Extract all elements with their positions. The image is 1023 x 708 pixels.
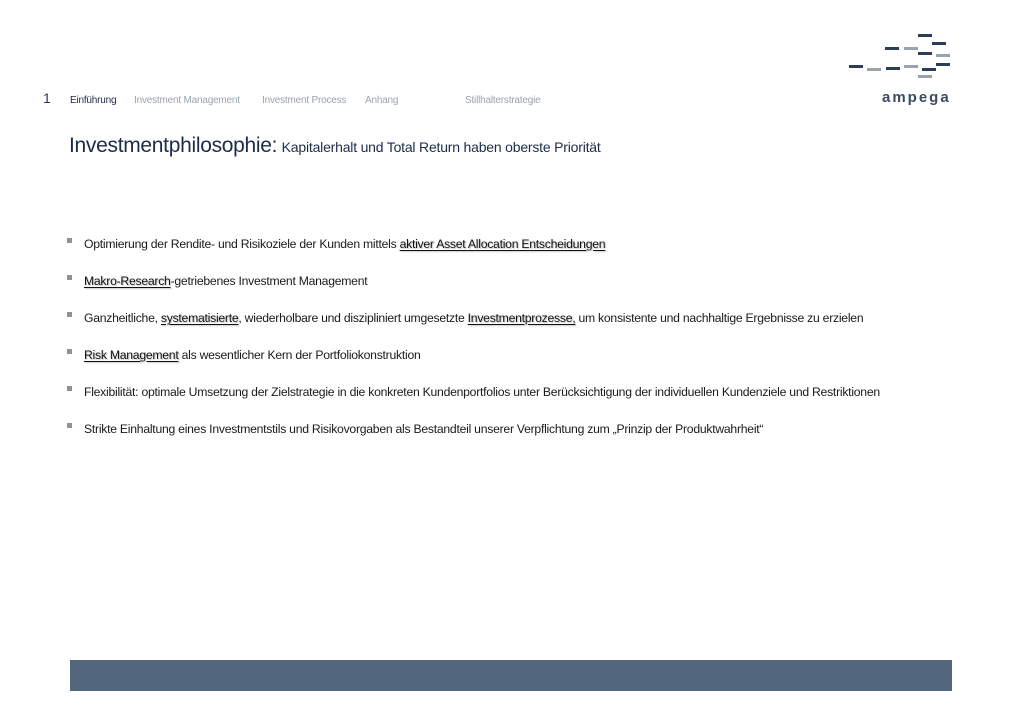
bullet-highlight: Risk Management [84, 348, 179, 362]
bullet-text: Strikte Einhaltung eines Investmentstils und Risikovorgaben als Bestandteil unserer Verpflichtung zum „Prinzip der Produktwahrheit“ [84, 422, 764, 436]
bullet-text: um konsistente und nachhaltige Ergebnisse zu erzielen [575, 311, 864, 325]
logo-dash [849, 65, 863, 68]
bullet-text: Optimierung der Rendite- und Risikoziele der Kunden mittels [84, 237, 400, 251]
bullet-text: Ganzheitliche, [84, 311, 161, 325]
bullet-highlight: aktiver Asset Allocation Entscheidungen [399, 237, 606, 251]
logo-dash [936, 63, 950, 66]
bullet-item [66, 307, 936, 329]
bullet-square-icon [67, 312, 72, 317]
title-subtitle: Kapitalerhalt und Total Return haben oberste Priorität [281, 139, 601, 155]
nav-item-anhang[interactable]: Anhang [365, 95, 399, 106]
footer-bar [70, 660, 952, 691]
logo-dash [918, 34, 932, 37]
title-main: Investmentphilosophie: [69, 134, 278, 157]
logo-wordmark: ampega [882, 89, 951, 106]
logo-dash [886, 67, 900, 70]
bullet-highlight: Makro-Research [84, 274, 171, 288]
logo-dash [885, 47, 899, 50]
logo-dash [932, 42, 946, 45]
page-title [69, 134, 601, 158]
bullet-item [66, 418, 936, 440]
logo-dash [936, 54, 950, 57]
logo-dash [918, 52, 932, 55]
bullet-highlight: Investmentprozesse, [467, 311, 576, 325]
bullet-item [66, 233, 936, 255]
logo-dash [904, 65, 918, 68]
logo-dash [904, 47, 918, 50]
bullet-square-icon [67, 423, 72, 428]
bullet-square-icon [67, 238, 72, 243]
bullet-text: Flexibilität: optimale Umsetzung der Zielstrategie in die konkreten Kundenportfolios unter Berücksichtigung der individuellen Kundenziele und Restriktionen [84, 385, 880, 399]
bullet-text: , wiederholbare und diszipliniert umgesetzte [238, 311, 468, 325]
nav-item-investment-management[interactable]: Investment Management [134, 95, 240, 106]
bullet-item [66, 381, 936, 403]
bullet-item [66, 270, 936, 292]
nav-item-einfuehrung[interactable]: Einführung [70, 95, 117, 106]
logo-dash [918, 75, 932, 78]
logo-dash [867, 68, 881, 71]
nav-item-investment-process[interactable]: Investment Process [262, 95, 347, 106]
bullet-text: als wesentlicher Kern der Portfoliokonstruktion [178, 348, 421, 362]
bullet-item [66, 344, 936, 366]
bullet-square-icon [67, 386, 72, 391]
nav-item-stillhalterstrategie[interactable]: Stillhalterstrategie [465, 95, 541, 106]
bullet-highlight: systematisierte [160, 311, 239, 325]
bullet-square-icon [67, 349, 72, 354]
bullet-list [66, 233, 936, 455]
logo-dash [922, 68, 936, 71]
bullet-square-icon [67, 275, 72, 280]
bullet-text: -getriebenes Investment Management [170, 274, 368, 288]
slide-number: 1 [43, 90, 51, 106]
